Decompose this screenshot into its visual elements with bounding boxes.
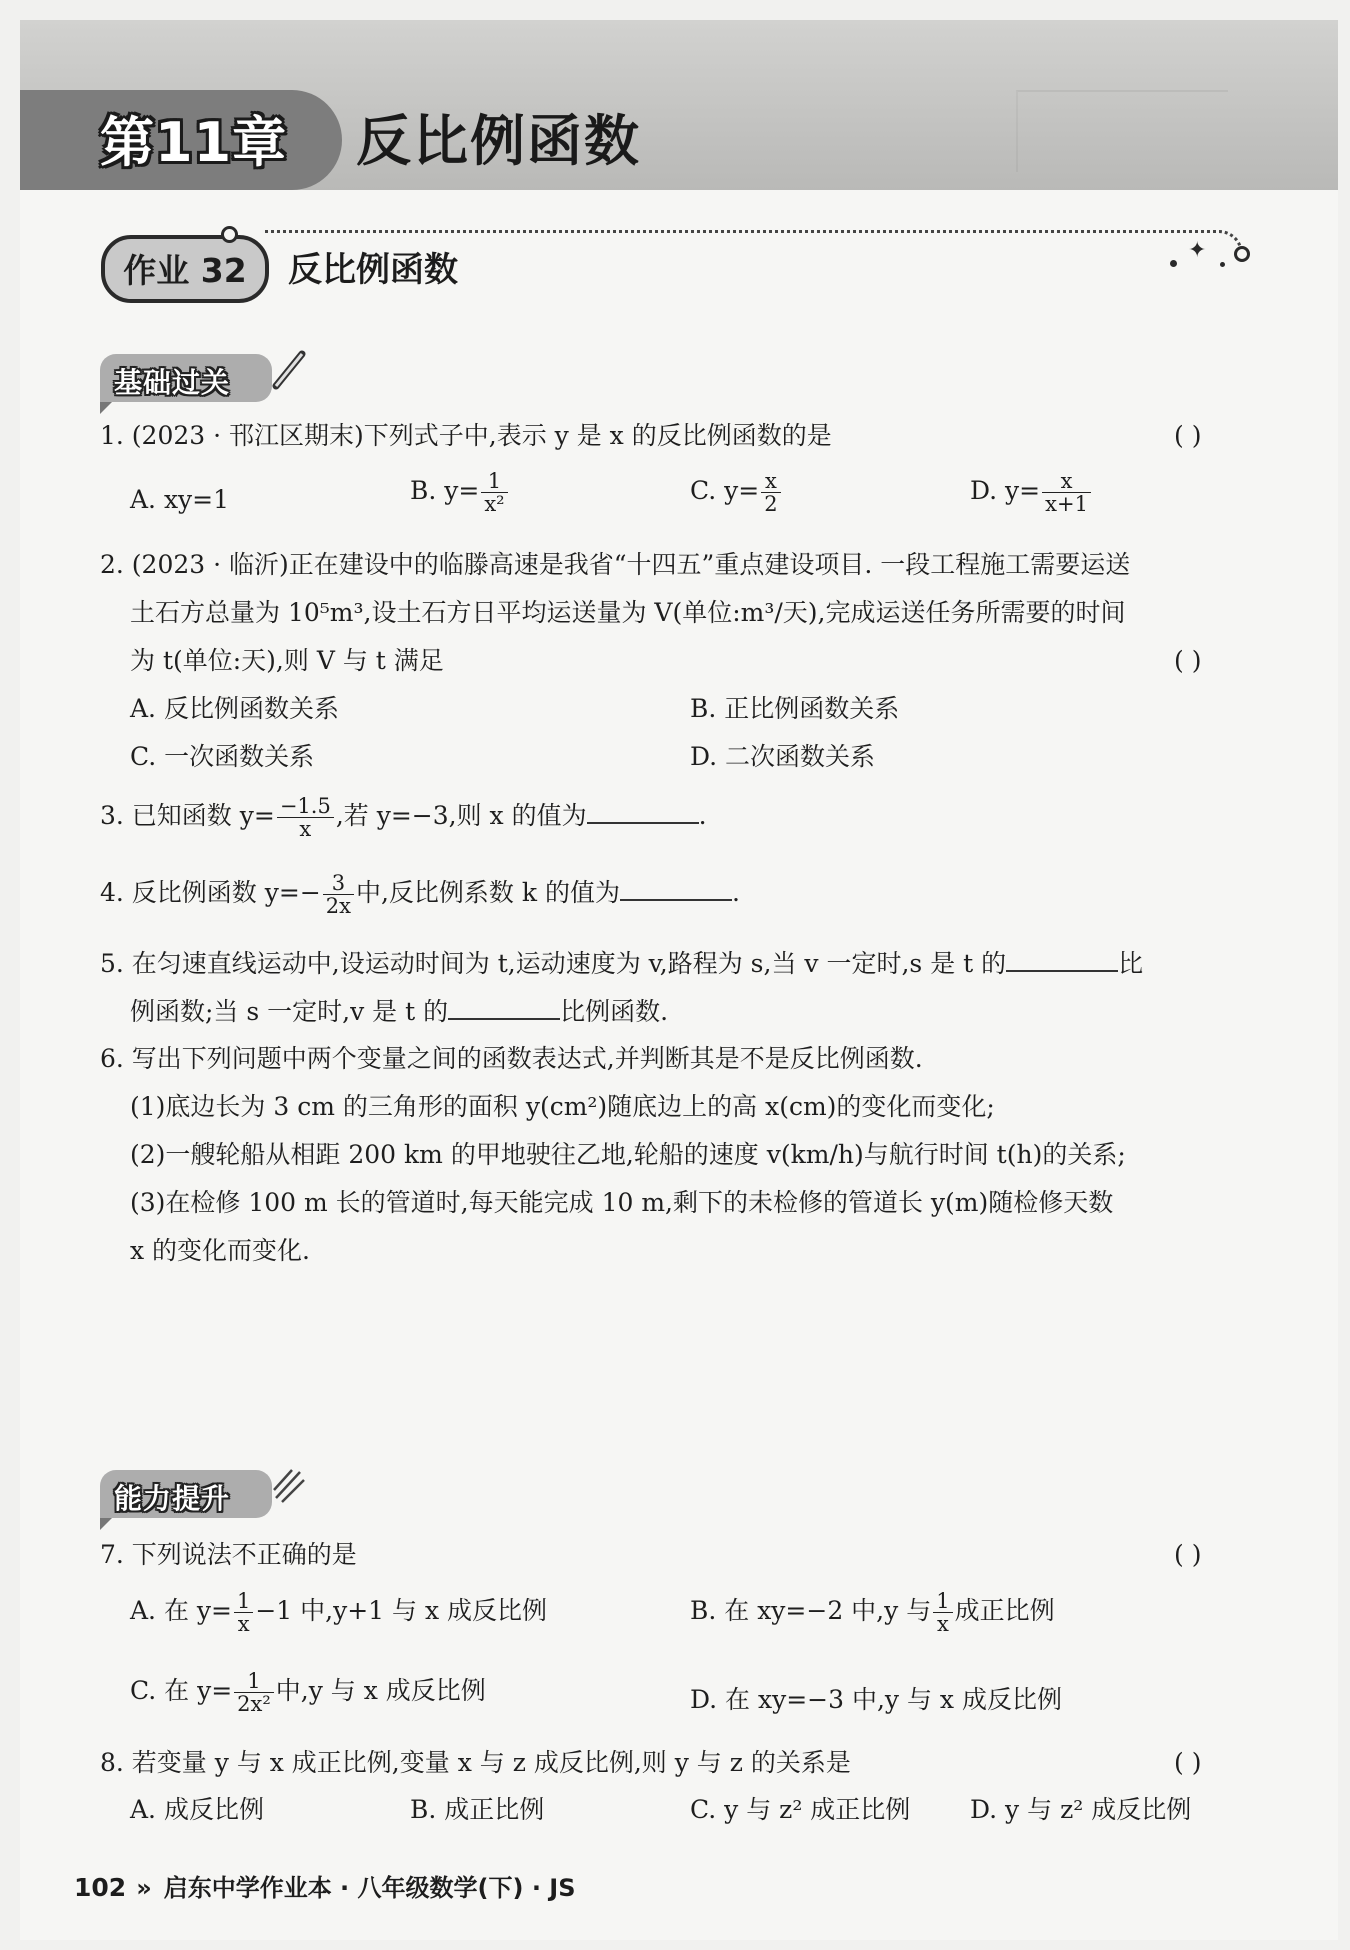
question-8-stem: 8. 若变量 y 与 x 成正比例,变量 x 与 z 成反比例,则 y 与 z 的关系是 <box>100 1748 851 1777</box>
chapter-label: 第11章 <box>100 111 288 174</box>
dot-ornament <box>1220 262 1225 267</box>
q7-option-b: B. 在 xy=−2 中,y 与 $\frac{1}{x}$ 成正比例 <box>690 1589 1055 1636</box>
ring-ornament-end <box>1234 246 1250 262</box>
question-6-part3: (3)在检修 100 m 长的管道时,每天能完成 10 m,剩下的未检修的管道长 y(m)随检修天数 <box>130 1188 1114 1217</box>
page-paper <box>20 20 1338 1940</box>
homework-label-badge <box>101 235 269 303</box>
homework-title: 反比例函数 <box>288 250 458 290</box>
q2-option-c: C. 一次函数关系 <box>130 742 315 771</box>
fill-blank-q3[interactable] <box>587 800 699 824</box>
chapter-title: 反比例函数 <box>356 109 642 173</box>
question-5-line1: 5. 在匀速直线运动中,设运动时间为 t,运动速度为 v,路程为 s,当 v 一定时,s 是 t 的 比 <box>100 949 1144 978</box>
answer-bracket-1: ( ) <box>1174 421 1202 450</box>
q1-option-d: D. y= $\frac{x}{x+1}$ <box>970 470 1093 515</box>
section-tag-advanced <box>100 1470 272 1518</box>
q8-option-d: D. y 与 z² 成反比例 <box>970 1795 1192 1824</box>
q1-option-c: C. y= $\frac{x}{2}$ <box>690 470 783 515</box>
question-6-part3-cont: x 的变化而变化. <box>130 1236 310 1265</box>
question-5-line2: 例函数;当 s 一定时,v 是 t 的 比例函数. <box>130 997 669 1026</box>
fill-blank-q5b[interactable] <box>448 996 560 1020</box>
q1-option-a: A. xy=1 <box>130 485 230 514</box>
page-number: 102 <box>74 1873 127 1902</box>
question-7-stem: 7. 下列说法不正确的是 <box>100 1540 357 1569</box>
answer-bracket-7: ( ) <box>1174 1540 1202 1569</box>
q1-option-b: B. y= $\frac{1}{\text{x²}}$ <box>410 470 510 515</box>
q2-option-a: A. 反比例函数关系 <box>130 694 339 723</box>
question-2-line2: 土石方总量为 10⁵m³,设土石方日平均运送量为 V(单位:m³/天),完成运送任务所需要的时间 <box>130 598 1126 627</box>
q8-option-a: A. 成反比例 <box>130 1795 264 1824</box>
chevron-right-icon: » <box>136 1874 152 1902</box>
q7-option-c: C. 在 y= $\frac{1}{\text{2x²}}$ 中,y 与 x 成反比例 <box>130 1669 486 1716</box>
q8-option-c: C. y 与 z² 成正比例 <box>690 1795 911 1824</box>
homework-label: 作业 32 <box>123 251 247 290</box>
question-1-stem: 1. (2023 · 邗江区期末)下列式子中,表示 y 是 x 的反比例函数的是 <box>100 421 832 450</box>
answer-bracket-8: ( ) <box>1174 1748 1202 1777</box>
chapter-label-badge <box>20 90 342 190</box>
q7-option-a: A. 在 y= $\frac{1}{x}$ −1 中,y+1 与 x 成反比例 <box>130 1589 548 1636</box>
sparkle-lines-icon <box>270 1462 310 1510</box>
q8-option-b: B. 成正比例 <box>410 1795 545 1824</box>
section-tag-basic <box>100 354 272 402</box>
question-2-line1: 2. (2023 · 临沂)正在建设中的临滕高速是我省“十四五”重点建设项目. 一段工程施工需要运送 <box>100 550 1131 579</box>
q2-option-d: D. 二次函数关系 <box>690 742 876 771</box>
q7-option-d: D. 在 xy=−3 中,y 与 x 成反比例 <box>690 1685 1062 1714</box>
question-6-part1: (1)底边长为 3 cm 的三角形的面积 y(cm²)随底边上的高 x(cm)的变化而变化; <box>130 1092 995 1121</box>
book-title: 启东中学作业本 · 八年级数学(下) · JS <box>163 1874 576 1902</box>
pencil-icon <box>270 346 310 394</box>
section-title-advanced: 能力提升 <box>114 1482 231 1515</box>
question-3: 3. 已知函数 y= $\frac{-1.5}{x}$ ,若 y=−3,则 x 的值为 . <box>100 794 707 841</box>
question-4: 4. 反比例函数 y=− $\frac{3}{2x}$ 中,反比例系数 k 的值为 . <box>100 871 740 918</box>
section-title-basic: 基础过关 <box>114 366 231 399</box>
q2-option-b: B. 正比例函数关系 <box>690 694 900 723</box>
page-footer <box>74 1868 576 1903</box>
question-2-line3: 为 t(单位:天),则 V 与 t 满足 <box>130 646 444 675</box>
dot-ornament <box>1170 260 1177 267</box>
answer-bracket-2: ( ) <box>1174 646 1202 675</box>
ring-ornament <box>221 226 238 243</box>
question-6-part2: (2)一艘轮船从相距 200 km 的甲地驶往乙地,轮船的速度 v(km/h)与航行时间 t(h)的关系; <box>130 1140 1126 1169</box>
sparkle-icon: ✦ <box>1188 238 1207 263</box>
question-6-stem: 6. 写出下列问题中两个变量之间的函数表达式,并判断其是不是反比例函数. <box>100 1044 923 1073</box>
fill-blank-q5a[interactable] <box>1006 948 1118 972</box>
fill-blank-q4[interactable] <box>620 877 732 901</box>
